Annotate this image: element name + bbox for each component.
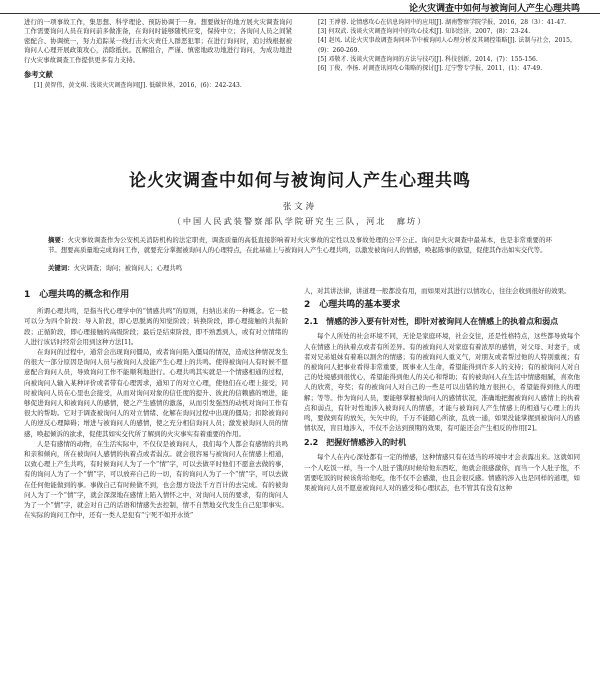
keywords xyxy=(48,264,552,274)
references-title: 参考文献 xyxy=(24,70,53,80)
body-paragraph: 在询问的过程中，通常会出现询问僵局，或者询问陷入僵局的情况，造成这种情况发生的很大一部分原因是询问人员与被询问人没能产生心理上的共鸣。使得被询问人有时候不愿意配合询问人员，导致询问工作不能顺利地进行。心理共鸣其实就是一个情感相通的过程，向被询问人输入某种评价或者带有心理需求，通知了的对立心理，使他们在心理上接受，同时被询问人员在心里也会接受，从而对询问对象的信任度的提升、彼此的信赖感的增进，能够促进询问人和被询问人的感情，使之产生感情的激荡，从而引发强烈的动机对询问工作有很大的帮助。它对于调查被询问人的对立情绪、化解在询问过程中出现的僵局；扣除被询问人的逆反心理障碍；增进与被询问人的感情，使之充分相信询问人员；激发被询问人员的情感，唤起倾诉的欲求，促使其如实交代所了解到的火灾事实有着重要的作用。 xyxy=(24,348,288,438)
reference-item: [6] 丁俊，李扬. 对调查讯问攻心策略的探讨[J]. 辽宁警专学报，2011，(1)：47-49. xyxy=(318,65,543,73)
previous-article-tail xyxy=(24,18,580,146)
body-paragraph: 人，对其讲法律，讲道理一般都没有用，而如果对其进行以情攻心，往往会收到很好的效果。 xyxy=(304,287,571,295)
abstract xyxy=(48,236,552,255)
reference-item: [2] 王溥蓉. 论情感攻心在信息询问中的应用[J]. 湖南警察学院学报，2016，28（3）：41-47. xyxy=(318,19,567,26)
keywords-label: 关键词： xyxy=(48,264,74,272)
reference-item: [5] 邓敬才. 浅谈火灾调查询问的方法与技巧[J]. 科技创新，2014，(7)：155-156. xyxy=(318,55,538,63)
body-paragraph: 人是有感情的动物，在生活实际中，不仅仅是被询问人，我们每个人都会有感情的共鸣和亲和倾向，所在被询问人感情的执着点或者弱点。就会很容易与被询问人在情感上相通，以致心理上产生共鸣，有时候询问人为了一个“情”字，可以去做平时他们不愿意去做的事，有的询问人为了一个“情”字，可以放弃自己的一切，有的询问人为了一个“情”字，可以去做在任何他能做到的事。事做自己有时候做不到，也会想方设法千方百计的去完成。有的被询问人为了一个“情”字，就会深深地在感情上陷入情怀之中，对询问人员的要求，有的询问人为了一个“情”字，就会对自己的话语和情感失去控制，情不自禁地交代发生自己犯罪事实。在实际的询问工作中，还有一类人是犯有“宁死不如开水烫” xyxy=(24,439,288,520)
section-heading-2: 2 心理共鸣的基本要求 xyxy=(304,300,401,311)
prev-body-text: 进行的一项事故工作，集思想、科学理论、预防协调于一身。想要做好的地方展火灾调查询问工作需要询问人员在询问前多做准备，在询问时能够随机应变，保持中立；各询问人员之间紧密配合、协调统一，努力追踪某一线打击火灾责任人群恶犯罪；在进行询问时，追讨线根据被询问人心理开展政策攻心，消除抵抗。瓦解组合，严谨、慎密地政功地进行询问，为成功地进行火灾事故调查工作提供更多有力支持。 xyxy=(24,18,292,64)
article-affiliation: （中国人民武装警察部队学院研究生三队，河北 廊坊） xyxy=(172,216,428,226)
running-header xyxy=(0,0,600,14)
body-left-column xyxy=(24,286,288,520)
running-title: 论火灾调查中如何与被询问人产生心理共鸣 xyxy=(408,4,580,14)
body-paragraph: 所谓心理共鸣，是指当代心理学中的“情感共鸣”的原则，归纳出来的一种概念。它一般可以分为四个阶段：导入阶段，即心思脱离的知觉阶段；转换阶段，即心理接触的共振阶段；正循阶段，即心理接触的高级阶段；最后是结束阶段，即不熟悉到人，或有对立情绪的人进行该话时经常会用到这种方法[1]。 xyxy=(24,307,288,346)
subsection-heading-2-2: 2.2 把握好情感涉入的时机 xyxy=(304,438,407,448)
abstract-text: 火灾事故调查作为公安机关消防机构的法定职责，调查质量的高低直接影响着对火灾事故的定性以及事故处理的公平公正。询问是火灾调查中最基本，也是非常重要的环节。想要高质量地完成询问工作，就要充分掌握被询问人的心理特点，在此基础上与被询问人产生心理共鸣，以激发被询问人的情感，唤起陈事的欲望，促使其作出如实交代等。 xyxy=(48,236,553,254)
body-right-column xyxy=(304,286,580,493)
subsection-heading-2-1: 2.1 情感的涉入要有针对性，即针对被询问人在情感上的执着点和弱点 xyxy=(304,317,559,327)
prev-left-column xyxy=(24,18,292,91)
reference-item: [3] 何双武. 浅谈火灾调查询问中的攻心技术[J]. 知识经济，2007，(8)：23-24. xyxy=(318,28,531,36)
section-heading-1: 1 心理共鸣的概念和作用 xyxy=(24,290,130,300)
abstract-label: 摘要： xyxy=(48,236,68,244)
article-title: 论火灾调查中如何与被询问人产生心理共鸣 xyxy=(129,171,471,191)
article-author: 张文涛 xyxy=(282,201,318,211)
body-paragraph: 每个人所处的社会环境不同，无论是家庭环境，社会交往，还是性格特点，这些都导致每个人在情感上的执着点或者有所差异。有的被询问人对家庭有着浓厚的感情，对父母、对妻子，或者对兄弟姐妹有着难以割舍的情感；有的被询问人重义气，对朋友或者帮过他的人特别重视；有的被询问人把事业看得非常重要，既事业人生命，希望能得到许多人的支持；有的被询问人对自己的处境感到很忧心，希望能得到他人的关心和帮助；有的被询问人在生活中情感细腻，喜欢他人的欣赏，夸奖；有的被询问人对自己的一些足可以出错的地方很担心，希望能得到他人的理解；等等。作为询问人员，要能够掌握被询问人的感情状况，准确地把握被询问人感情上的执着点和弱点，有针对性地涉入被询问人的情感，才能与被询问人产生情感上的相通与心理上的共鸣，要做到有的放矢，矢矢中的，千万不能随心所欲，乱放一通，如果没能掌握到被询问人的感情状况，盲目地涉入，不仅不会达到预期的效果，有可能还会产生相反的作用[2]。 xyxy=(304,332,580,433)
reference-item: [1] 黄智伟，黄文琪. 浅谈火灾调查询问[J]. 低碳世界，2016，(6)：242-243. xyxy=(34,82,242,90)
prev-right-column xyxy=(308,18,576,73)
keywords-text: 火灾调查；询问；被询问人；心理共鸣 xyxy=(73,264,183,272)
reference-item: [4] 赵凤. 试论火灾事故调查询问环节中被询问人心理分析及其调控策略[J]. 法制与社会，2015，(9)：260-269. xyxy=(318,37,576,54)
body-paragraph: 每个人在内心深处都有一定的憎感，这种情感只有在适当的环境中才会表露出来。这就如同一个人吃饭一样，当一个人肚子饿的时候给他东西吃，他就会很感激你，而当一个人肚子饱，不需要吃饭的时候该你给他吃，他不仅不会感激，也且会很反感。情感的涉入也是同样的道理，如果被询问人员不愿意被询问人对的感受和心理状态，也不管其有没有这种 xyxy=(304,453,580,493)
